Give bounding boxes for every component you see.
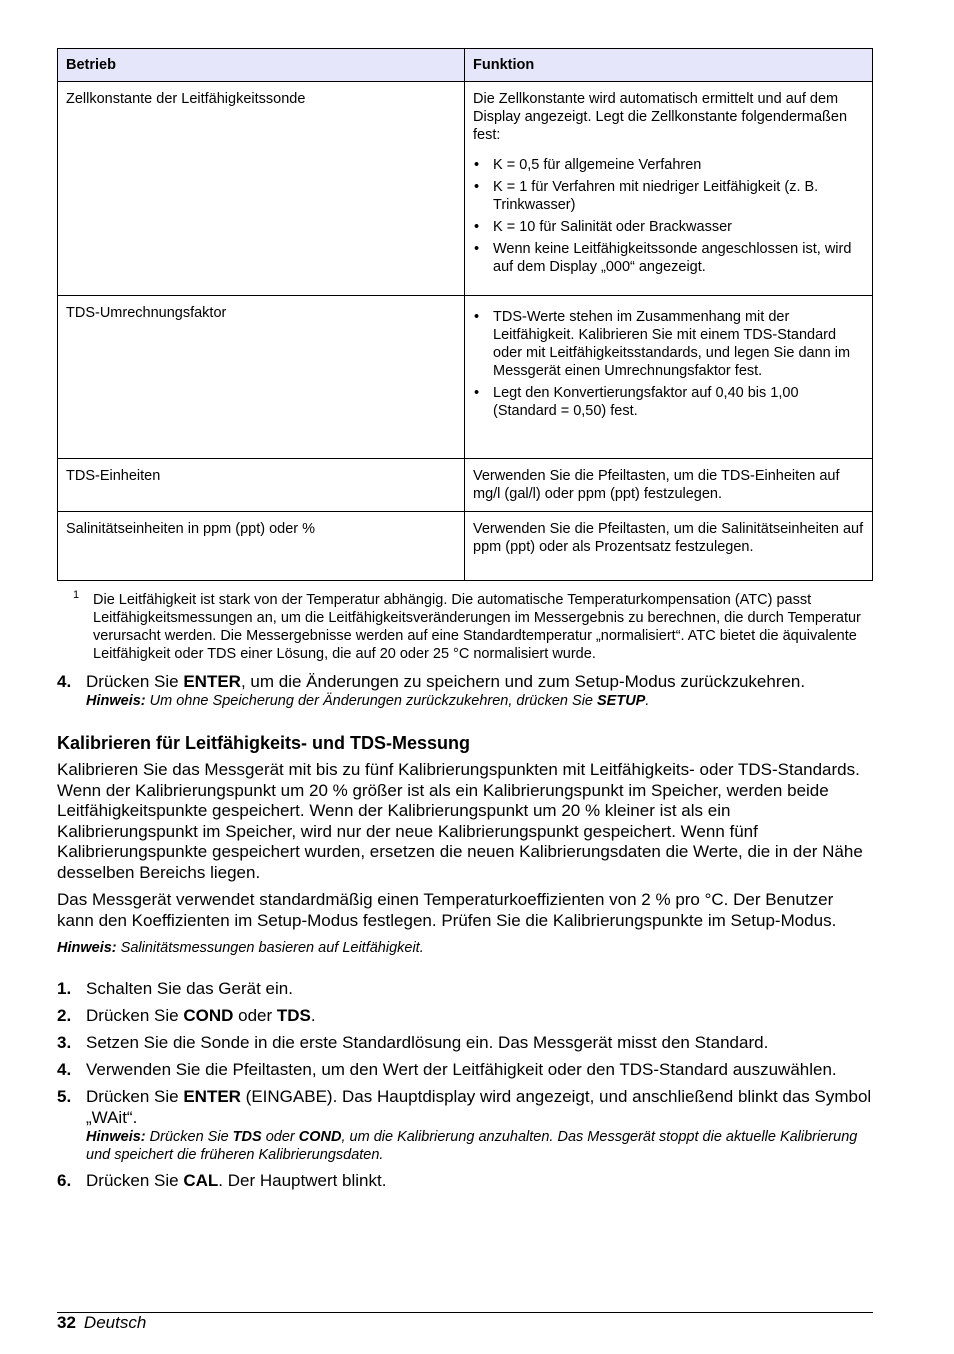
footnote-text: Die Leitfähigkeit ist stark von der Temperatur abhängig. Die automatische Temperaturkompensation (ATC) passt Leitfähigkeitsmessungen an, um die Leitfähigkeitsveränderungen im Messergebnis zu berechnen, die durch Temperatur verursacht werden. Die Messergebnisse werden auf eine Standardtemperatur „normalisiert“. ATC bietet die äquivalente Leitfähigkeit oder TDS einer Lösung, die auf 20 oder 25 °C normalisiert wurde. <box>93 592 861 662</box>
key-cond: COND <box>298 1129 342 1145</box>
cell-function <box>465 296 873 459</box>
list-item: • K = 0,5 für allgemeine Verfahren <box>473 156 864 174</box>
footnote <box>57 591 863 663</box>
table-row <box>58 296 873 459</box>
bullet-list <box>473 308 864 420</box>
step-2 <box>57 1005 873 1026</box>
step-text: Verwenden Sie die Pfeiltasten, um den Wert der Leitfähigkeit oder den TDS-Standard auszuwählen. <box>86 1060 837 1079</box>
step-text-part: . <box>310 1006 316 1025</box>
step-text: Schalten Sie das Gerät ein. <box>86 979 293 998</box>
step-number: 3. <box>57 1033 72 1052</box>
note-label: Hinweis: <box>86 693 146 709</box>
page-number: 32 <box>57 1313 76 1332</box>
table-header-row <box>58 49 873 82</box>
table-row <box>58 512 873 581</box>
step-number: 4. <box>57 672 72 691</box>
step-text <box>86 671 873 692</box>
note <box>86 1128 873 1164</box>
bullet-list <box>473 156 864 276</box>
list-item: • K = 10 für Salinität oder Brackwasser <box>473 218 864 236</box>
step-number: 5. <box>57 1087 72 1106</box>
step-text-part: Drücken Sie <box>86 1006 184 1025</box>
step-text-part: Drücken Sie <box>86 1171 184 1190</box>
step-1 <box>57 978 873 999</box>
page-content <box>57 48 873 1191</box>
note-text: Salinitätsmessungen basieren auf Leitfähigkeit. <box>116 940 424 956</box>
step-text-part: Drücken Sie <box>86 672 184 691</box>
cell-intro: Die Zellkonstante wird automatisch ermittelt und auf dem Display angezeigt. Legt die Zellkonstante folgendermaßen fest: <box>473 91 848 143</box>
step-number: 2. <box>57 1006 72 1025</box>
header-operation: Betrieb <box>58 49 465 82</box>
note-text: Drücken Sie <box>145 1129 233 1145</box>
step-5 <box>57 1086 873 1164</box>
note-label: Hinweis: <box>86 1129 146 1145</box>
step-6 <box>57 1170 873 1191</box>
note-text: , um die Kalibrierung anzuhalten. Das Messgerät stoppt die aktuelle Kalibrierung und speichert die früheren Kalibrierungsdaten. <box>86 1129 858 1163</box>
footnote-mark: 1 <box>73 589 80 601</box>
cell-function: Verwenden Sie die Pfeiltasten, um die TDS-Einheiten auf mg/l (gal/l) oder ppm (ppt) festzulegen. <box>465 459 873 512</box>
cell-operation: Salinitätseinheiten in ppm (ppt) oder % <box>58 512 465 581</box>
step-text: Setzen Sie die Sonde in die erste Standardlösung ein. Das Messgerät misst den Standard. <box>86 1033 769 1052</box>
step-number: 1. <box>57 979 72 998</box>
key-setup: SETUP <box>597 693 646 709</box>
cell-operation: TDS-Einheiten <box>58 459 465 512</box>
section-paragraph: Das Messgerät verwendet standardmäßig einen Temperaturkoeffizienten von 2 % pro °C. Der Benutzer kann den Koeffizienten im Setup-Modus festlegen. Prüfen Sie die Kalibrierungspunkte im Setup-Modus. <box>57 890 837 930</box>
footer-language: Deutsch <box>83 1313 147 1332</box>
operations-table <box>57 48 873 581</box>
page-footer <box>57 1313 146 1333</box>
header-function: Funktion <box>465 49 873 82</box>
cell-operation: TDS-Umrechnungsfaktor <box>58 296 465 459</box>
step-text-part: Drücken Sie <box>86 1087 184 1106</box>
list-item: • K = 1 für Verfahren mit niedriger Leitfähigkeit (z. B. Trinkwasser) <box>473 178 864 214</box>
list-item: • Wenn keine Leitfähigkeitssonde angeschlossen ist, wird auf dem Display „000“ angezeigt. <box>473 240 864 276</box>
list-item: • Legt den Konvertierungsfaktor auf 0,40 bis 1,00 (Standard = 0,50) fest. <box>473 384 864 420</box>
step-text-part: oder <box>233 1006 277 1025</box>
section-note <box>57 939 873 957</box>
footer-divider <box>57 1312 873 1313</box>
key-cal: CAL <box>183 1171 219 1190</box>
step-text <box>86 1086 873 1128</box>
note-text: oder <box>261 1129 299 1145</box>
key-enter: ENTER <box>183 1087 241 1106</box>
key-cond: COND <box>183 1006 234 1025</box>
table-row <box>58 82 873 296</box>
key-enter: ENTER <box>183 672 241 691</box>
note-text: Um ohne Speicherung der Änderungen zurückzukehren, drücken Sie <box>145 693 598 709</box>
step-text-part: . Der Hauptwert blinkt. <box>218 1171 387 1190</box>
cell-operation: Zellkonstante der Leitfähigkeitssonde <box>58 82 465 296</box>
step-4 <box>57 1059 873 1080</box>
cell-function: Verwenden Sie die Pfeiltasten, um die Salinitätseinheiten auf ppm (ppt) oder als Prozentsatz festzulegen. <box>465 512 873 581</box>
key-tds: TDS <box>276 1006 311 1025</box>
note-label: Hinweis: <box>57 940 117 956</box>
key-tds: TDS <box>232 1129 262 1145</box>
step-number: 6. <box>57 1171 72 1190</box>
section-paragraph: Kalibrieren Sie das Messgerät mit bis zu fünf Kalibrierungspunkten mit Leitfähigkeits- oder TDS-Standards. Wenn der Kalibrierungspunkt um 20 % größer ist als ein Kalibrierungspunkt im Speicher, werden beide Leitfähigkeitspunkte gespeichert. Wenn der Kalibrierungspunkt um 20 % kleiner ist als ein Kalibrierungspunkt im Speicher, wird nur der neue Kalibrierungspunkt gespeichert. Wenn fünf Kalibrierungspunkte gespeichert wurden, ersetzen die neuen Kalibrierungsdaten die Werte, die in der Nähe desselben Bereichs liegen. <box>57 760 863 882</box>
list-item: • TDS-Werte stehen im Zusammenhang mit der Leitfähigkeit. Kalibrieren Sie mit einem TDS-Standard oder mit Leitfähigkeitsstandards, und legen Sie dann im Messgerät einen Umrechnungsfaktor fest. <box>473 308 864 380</box>
cell-function <box>465 82 873 296</box>
step-text-part: (EINGABE). Das Hauptdisplay wird angezeigt, und anschließend blinkt das Symbol „WAit“. <box>86 1087 872 1127</box>
section-heading: Kalibrieren für Leitfähigkeits- und TDS-Messung <box>57 733 471 753</box>
note-text: . <box>645 693 650 709</box>
step-number: 4. <box>57 1060 72 1079</box>
step-text-part: , um die Änderungen zu speichern und zum Setup-Modus zurückzukehren. <box>240 672 806 691</box>
step-3 <box>57 1032 873 1053</box>
table-row <box>58 459 873 512</box>
step-4-save <box>57 671 873 710</box>
note <box>86 692 873 710</box>
